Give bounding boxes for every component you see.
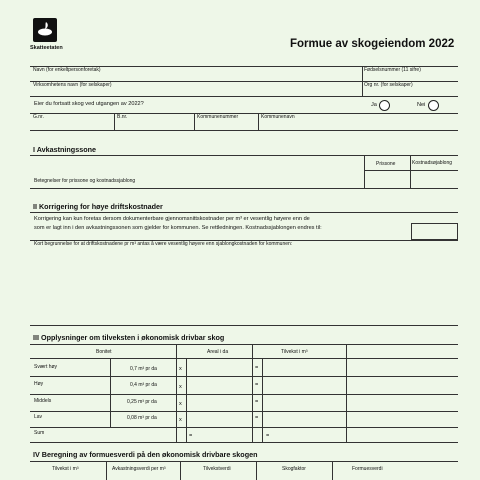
section-1-title: I Avkastningssone [33, 145, 96, 154]
name-field[interactable] [31, 73, 361, 80]
bonitet-rate: 0,08 m³ pr da [127, 415, 157, 421]
equals-sign: = [255, 382, 259, 388]
reason-label: Kort begrunnelse for at driftskostnadene pr m³ antas å være vesentlig høyere enn sjablongkostnaden for kommunen: [34, 241, 293, 247]
col-skogfaktor: Skogfaktor [282, 466, 306, 472]
areal-field[interactable] [187, 395, 251, 410]
no-label: Nei [417, 102, 426, 108]
col-tilvekstverdi: Tilvekstverdi [203, 466, 231, 472]
multiply-sign: x [179, 401, 182, 407]
reason-field[interactable] [31, 248, 457, 324]
section-2-title: II Korrigering for høye driftskostnader [33, 202, 163, 211]
prissone-field[interactable] [365, 171, 409, 187]
equals-sign: = [255, 365, 259, 371]
kostnad-field[interactable] [411, 171, 457, 187]
logo-text: Skatteetaten [30, 45, 63, 51]
sum-label: Sum [34, 430, 45, 436]
areal-field[interactable] [187, 359, 251, 375]
logo-icon [33, 18, 57, 42]
col-tilvekst: Tilvekst i m³ [52, 466, 79, 472]
bonitet-header: Bonitet [96, 349, 112, 355]
multiply-sign: x [179, 384, 182, 390]
yes-label: Ja [371, 102, 377, 108]
bonitet-name: Høy [34, 381, 44, 387]
cost-template-field[interactable] [411, 223, 458, 240]
section-2-text-line2: som er lagt inn i den avkastningssonen som gjelder for kommunen. Se rettledningen. Kostnadssjablongen endres til: [34, 225, 322, 231]
company-name-label: Virksomhetens navn (for selskaper) [33, 82, 112, 88]
section-3-title: III Opplysninger om tilveksten i økonomisk drivbar skog [33, 333, 225, 342]
col-avkastningsverdi: Avkastningsverdi per m³ [112, 466, 166, 472]
multiply-sign: x [179, 417, 182, 423]
areal-sum-field[interactable] [195, 428, 251, 441]
kostnad-header: Kostnadsøjablong [412, 160, 453, 166]
tilvekst-field[interactable] [263, 412, 345, 426]
org-number-field[interactable] [363, 88, 457, 95]
multiply-sign: x [179, 366, 182, 372]
equals-sign: = [255, 399, 259, 405]
birth-number-label: Fødselsnummer (11 sifre) [364, 67, 421, 73]
no-radio[interactable] [428, 100, 439, 111]
bonitet-name: Lav [34, 414, 43, 420]
gnr-label: G.nr. [33, 114, 44, 120]
bonitet-rate: 0,7 m³ pr da [130, 366, 157, 372]
bonitet-rate: 0,4 m³ pr da [130, 382, 157, 388]
areal-field[interactable] [187, 412, 251, 426]
kommunenummer-label: Kommunenummer [197, 114, 239, 120]
forest-question: Eier du fortsatt skog ved utgangen av 2022? [34, 101, 144, 107]
col-formuesverdi: Formuesverdi [352, 466, 383, 472]
bonitet-rate: 0,25 m³ pr da [127, 399, 157, 405]
name-field-label: Navn (for enkeltpersonforetak) [33, 67, 101, 73]
equals-sign: = [189, 433, 193, 439]
equals-sign: = [266, 433, 270, 439]
kommunenavn-label: Kommunenavn [261, 114, 295, 120]
tilvekst-field[interactable] [263, 359, 345, 375]
section-4-title: IV Beregning av formuesverdi på den økonomisk drivbare skogen [33, 450, 258, 459]
prissone-header: Prissone [376, 161, 396, 167]
section-2-text-line1: Korrigering kan kun foretas dersom dokumenterbare gjennomsnittskostnader per m³ er vesentlig høyere enn de [34, 216, 310, 222]
tilvekst-sum-field[interactable] [271, 428, 345, 441]
company-name-field[interactable] [31, 88, 361, 95]
tilvekst-field[interactable] [263, 395, 345, 410]
birth-number-field[interactable] [363, 73, 457, 80]
tilvekst-header: Tilvekst i m³ [281, 349, 308, 355]
equals-sign: = [255, 415, 259, 421]
page-title: Formue av skogeiendom 2022 [290, 38, 455, 50]
section-1-row-label: Betegnelser for prissone og kostnadssjablong [34, 178, 136, 184]
bnr-label: B.nr. [117, 114, 128, 120]
areal-field[interactable] [187, 377, 251, 393]
tilvekst-field[interactable] [263, 377, 345, 393]
areal-header: Areal i da [207, 349, 229, 355]
org-number-label: Org nr. (for selskaper) [364, 82, 413, 88]
bonitet-name: Svært høy [34, 364, 58, 370]
bonitet-name: Middels [34, 398, 52, 404]
yes-radio[interactable] [379, 100, 390, 111]
